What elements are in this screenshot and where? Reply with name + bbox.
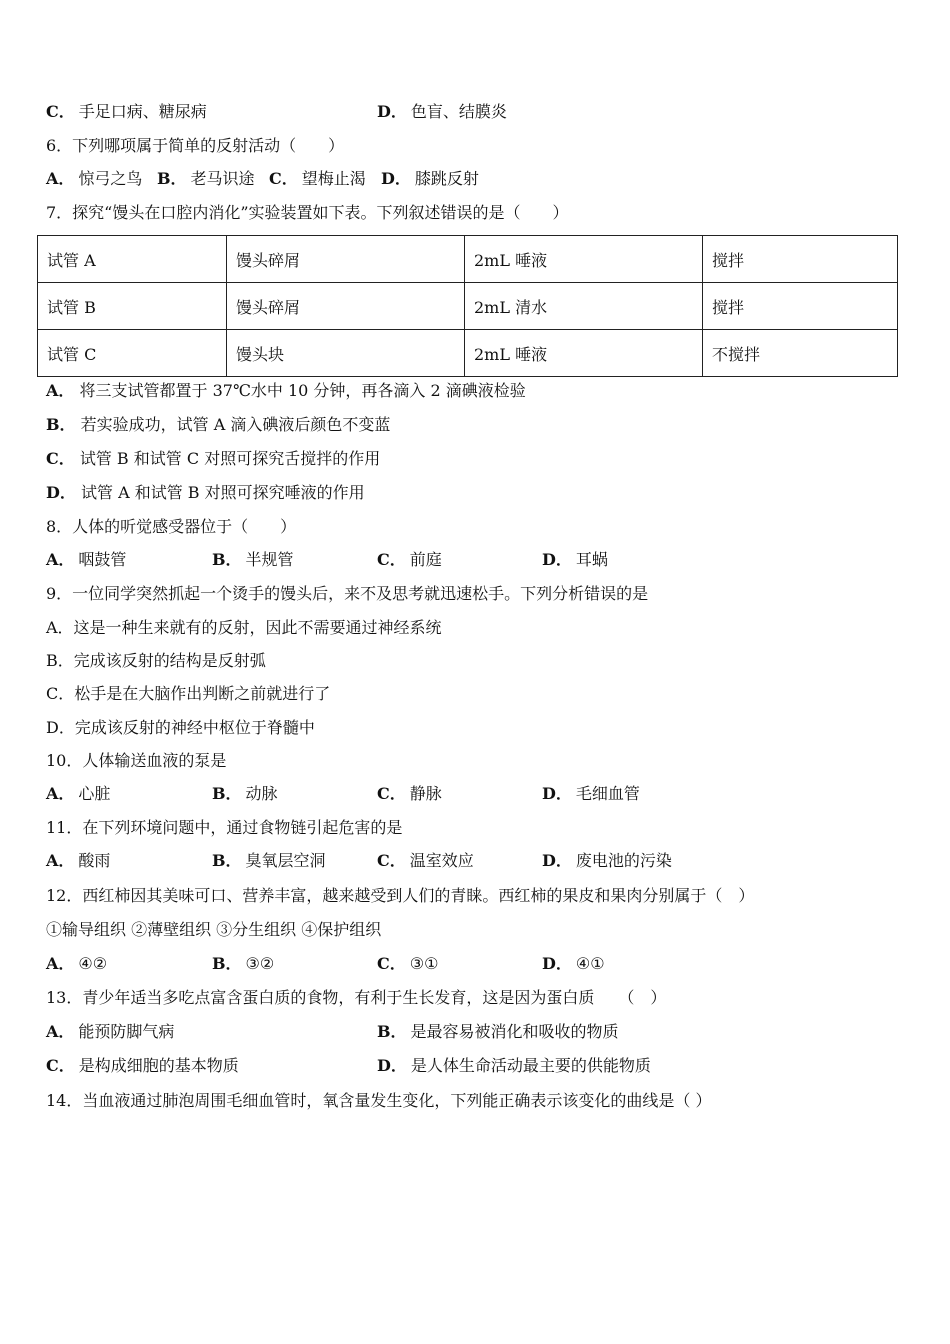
q12-option-b: B． ③② <box>212 954 275 973</box>
q6-option-b: B． 老马识途 <box>157 169 255 188</box>
q13-option-c: C． 是构成细胞的基本物质 <box>46 1056 239 1075</box>
q9-option-a: A．这是一种生来就有的反射，因此不需要通过神经系统 <box>46 618 442 637</box>
q9-stem: 9．一位同学突然抓起一个烫手的馒头后，来不及思考就迅速松手。下列分析错误的是 <box>46 584 649 603</box>
table-cell: 馒头块 <box>227 330 465 377</box>
q7-option-b: B． 若实验成功，试管 A 滴入碘液后颜色不变蓝 <box>46 415 391 434</box>
table-row <box>38 236 898 283</box>
q12-option-c: C． ③① <box>377 954 439 973</box>
table-cell: 试管 A <box>38 236 227 283</box>
table-cell: 馒头碎屑 <box>227 236 465 283</box>
table-cell: 2mL 清水 <box>465 283 703 330</box>
table-cell: 搅拌 <box>703 283 898 330</box>
q8-option-a: A． 咽鼓管 <box>46 550 127 569</box>
q6-option-d: D． 膝跳反射 <box>381 169 479 188</box>
table-cell: 试管 C <box>38 330 227 377</box>
q14-stem: 14．当血液通过肺泡周围毛细血管时，氧含量发生变化，下列能正确表示该变化的曲线是（ ） <box>46 1091 712 1110</box>
q11-option-a: A． 酸雨 <box>46 851 111 870</box>
q5-option-c: C． 手足口病、糖尿病 <box>46 102 207 121</box>
q13-stem: 13．青少年适当多吃点富含蛋白质的食物，有利于生长发育，这是因为蛋白质 （ ） <box>46 988 667 1007</box>
q13-option-a: A． 能预防脚气病 <box>46 1022 175 1041</box>
q12-choices: ①输导组织 ②薄壁组织 ③分生组织 ④保护组织 <box>46 920 382 939</box>
q8-option-b: B． 半规管 <box>212 550 294 569</box>
q13-option-d: D． 是人体生命活动最主要的供能物质 <box>377 1056 651 1075</box>
q7-stem: 7．探究“馒头在口腔内消化”实验装置如下表。下列叙述错误的是（ ） <box>46 203 569 222</box>
table-row <box>38 330 898 377</box>
q9-option-b: B．完成该反射的结构是反射弧 <box>46 651 266 670</box>
q6-option-a: A． 惊弓之鸟 <box>46 169 143 188</box>
q8-option-c: C． 前庭 <box>377 550 442 569</box>
q12-option-d: D． ④① <box>542 954 605 973</box>
q7-option-a: A． 将三支试管都置于 37℃水中 10 分钟，再各滴入 2 滴碘液检验 <box>46 381 526 400</box>
q11-option-b: B． 臭氧层空洞 <box>212 851 326 870</box>
q11-option-c: C． 温室效应 <box>377 851 474 870</box>
q10-option-a: A． 心脏 <box>46 784 111 803</box>
q11-option-d: D． 废电池的污染 <box>542 851 672 870</box>
q7-option-d: D． 试管 A 和试管 B 对照可探究唾液的作用 <box>46 483 365 502</box>
q10-option-c: C． 静脉 <box>377 784 442 803</box>
table-cell: 2mL 唾液 <box>465 236 703 283</box>
table-cell: 不搅拌 <box>703 330 898 377</box>
table-cell: 搅拌 <box>703 236 898 283</box>
q5-option-d: D． 色盲、结膜炎 <box>377 102 507 121</box>
q11-stem: 11．在下列环境问题中，通过食物链引起危害的是 <box>46 818 403 837</box>
table-row <box>38 283 898 330</box>
q13-option-b: B． 是最容易被消化和吸收的物质 <box>377 1022 619 1041</box>
q6-option-c: C． 望梅止渴 <box>269 169 366 188</box>
q8-option-d: D． 耳蜗 <box>542 550 608 569</box>
q9-option-d: D．完成该反射的神经中枢位于脊髓中 <box>46 718 315 737</box>
q12-stem: 12．西红柿因其美味可口、营养丰富，越来越受到人们的青睐。西红柿的果皮和果肉分别属于（ ） <box>46 886 755 905</box>
table-cell: 试管 B <box>38 283 227 330</box>
q12-option-a: A． ④② <box>46 954 108 973</box>
table-cell: 2mL 唾液 <box>465 330 703 377</box>
q10-stem: 10．人体输送血液的泵是 <box>46 751 227 770</box>
q9-option-c: C．松手是在大脑作出判断之前就进行了 <box>46 684 331 703</box>
q7-experiment-table <box>37 235 898 377</box>
q8-stem: 8．人体的听觉感受器位于（ ） <box>46 517 297 536</box>
q6-stem: 6．下列哪项属于简单的反射活动（ ） <box>46 136 345 155</box>
table-cell: 馒头碎屑 <box>227 283 465 330</box>
q10-option-b: B． 动脉 <box>212 784 278 803</box>
q10-option-d: D． 毛细血管 <box>542 784 640 803</box>
q7-option-c: C． 试管 B 和试管 C 对照可探究舌搅拌的作用 <box>46 449 381 468</box>
